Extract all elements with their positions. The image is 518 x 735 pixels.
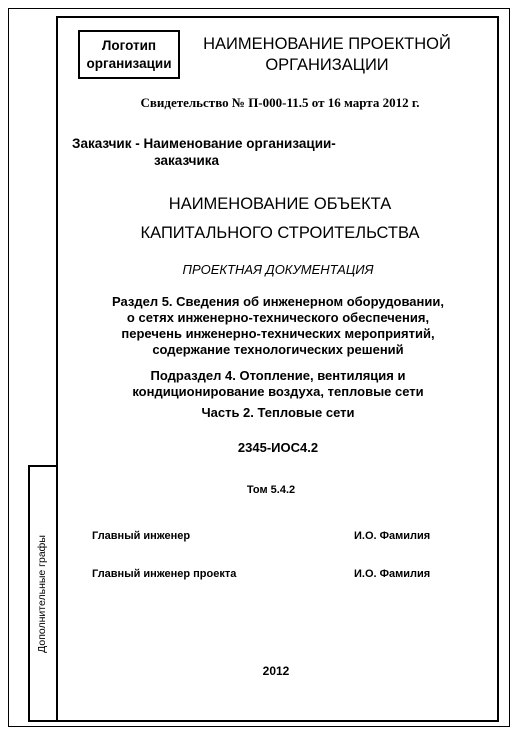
section-line: Раздел 5. Сведения об инженерном оборудовании, bbox=[112, 294, 444, 309]
organization-name-line-2: ОРГАНИЗАЦИИ bbox=[265, 56, 389, 74]
volume-number: Том 5.4.2 bbox=[246, 484, 296, 496]
document-type: ПРОЕКТНАЯ ДОКУМЕНТАЦИЯ bbox=[182, 262, 374, 277]
subsection-line: кондиционирование воздуха, тепловые сети bbox=[132, 384, 424, 399]
organization-name bbox=[196, 34, 458, 76]
document-code: 2345-ИОС4.2 bbox=[237, 440, 319, 455]
object-title-line-2: КАПИТАЛЬНОГО СТРОИТЕЛЬСТВА bbox=[140, 224, 420, 242]
signature-name-chief-engineer: И.О. Фамилия bbox=[354, 530, 431, 542]
part-title: Часть 2. Тепловые сети bbox=[201, 405, 355, 420]
signature-role-chief-engineer: Главный инженер bbox=[92, 530, 191, 542]
organization-name-line-1: НАИМЕНОВАНИЕ ПРОЕКТНОЙ bbox=[203, 35, 451, 53]
customer-block bbox=[72, 135, 336, 169]
certificate-line: Свидетельство № П-000-11.5 от 16 марта 2012 г. bbox=[140, 95, 420, 110]
customer-line-2: заказчика bbox=[154, 153, 220, 168]
object-title-line-1: НАИМЕНОВАНИЕ ОБЪЕКТА bbox=[168, 195, 392, 213]
signature-role-chief-project-engineer: Главный инженер проекта bbox=[92, 568, 237, 580]
signature-name-chief-project-engineer: И.О. Фамилия bbox=[354, 568, 431, 580]
document-year: 2012 bbox=[262, 664, 290, 678]
section-line: содержание технологических решений bbox=[152, 342, 404, 357]
logo-line-1: Логотип bbox=[101, 37, 157, 53]
section-line: перечень инженерно-технических мероприятий, bbox=[121, 326, 435, 341]
object-title bbox=[110, 190, 450, 248]
logo-line-2: организации bbox=[86, 55, 172, 71]
customer-line-1: Заказчик - Наименование организации- bbox=[72, 136, 336, 151]
subsection-title bbox=[86, 368, 470, 400]
additional-columns-label: Дополнительные графы bbox=[36, 535, 48, 653]
subsection-line: Подраздел 4. Отопление, вентиляция и bbox=[150, 368, 406, 383]
section-title bbox=[86, 294, 470, 358]
organization-logo-placeholder bbox=[78, 30, 180, 79]
section-line: о сетях инженерно-технического обеспечения, bbox=[126, 310, 430, 325]
